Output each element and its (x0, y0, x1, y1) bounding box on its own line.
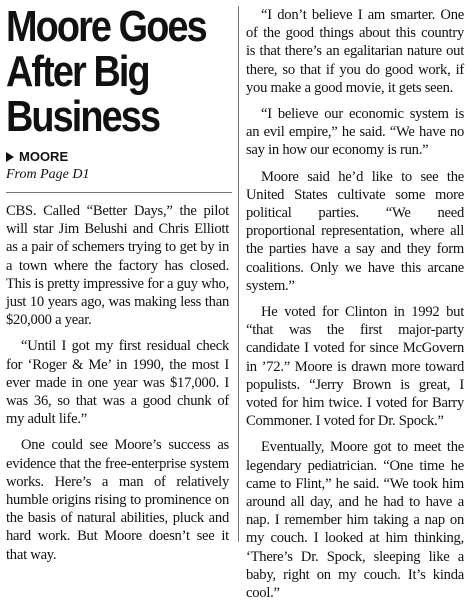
left-column (6, 0, 229, 572)
body-paragraph: CBS. Called “Better Days,” the pilot will star Jim Belushi and Chris Elliott as a pair of schemers trying to get by in a town where the factory has closed. This is pretty impressive for a guy who, just 10 years ago, was making less than $20,000 a year. (6, 203, 229, 329)
section-divider (6, 192, 232, 193)
column-divider (238, 6, 239, 542)
body-paragraph: “I believe our economic system is an evil empire,” he said. “We have no say in how our economy is run.” (246, 106, 464, 159)
headline-line-2: After Big (6, 47, 149, 96)
from-page-label: From Page D1 (6, 167, 90, 182)
jump-label: MOORE (19, 149, 69, 164)
headline (6, 0, 230, 139)
play-triangle-icon (6, 152, 14, 162)
body-paragraph: “I don’t believe I am smarter. One of the good things about this country is that there’s an egalitarian nature out there, so that if you do good work, if you make a good movie, it gets seen. (246, 7, 464, 96)
body-paragraph: Eventually, Moore got to meet the legendary pediatrician. “One time he came to Flint,” he said. “We took him around all day, and he had to have a nap. I remember him taking a nap on my couch. I looked at him thinking, ‘There’s Dr. Spock, sleeping like a baby, right on my couch. It’s kinda cool.” (246, 439, 464, 602)
right-column (246, 6, 464, 610)
headline-line-1: Moore Goes (6, 2, 206, 51)
body-paragraph: “Until I got my first residual check for ‘Roger & Me’ in 1990, the most I ever made in one year was $17,000. I was 36, so that was a good chunk of my adult life.” (6, 338, 229, 428)
headline-line-3: Business (6, 92, 160, 141)
body-paragraph: Moore said he’d like to see the United States cultivate some more political parties. “We need proportional representation, where all the parties have a say and they form coalitions. Only we have this arcane system.” (246, 168, 464, 294)
body-paragraph: One could see Moore’s success as evidence that the free-enterprise system works. Here’s a man of relatively humble origins rising to prominence on the basis of natural abilities, pluck and hard work. But Moore doesn’t see it that way. (6, 437, 229, 563)
jump-line (6, 149, 229, 165)
body-paragraph: He voted for Clinton in 1992 but “that was the first major-party candidate I voted for since McGovern in ’72.” Moore is drawn more toward populists. “Jerry Brown is great, I voted for him twice. I voted for Barry Commoner. I voted for Dr. Spock.” (246, 304, 464, 430)
